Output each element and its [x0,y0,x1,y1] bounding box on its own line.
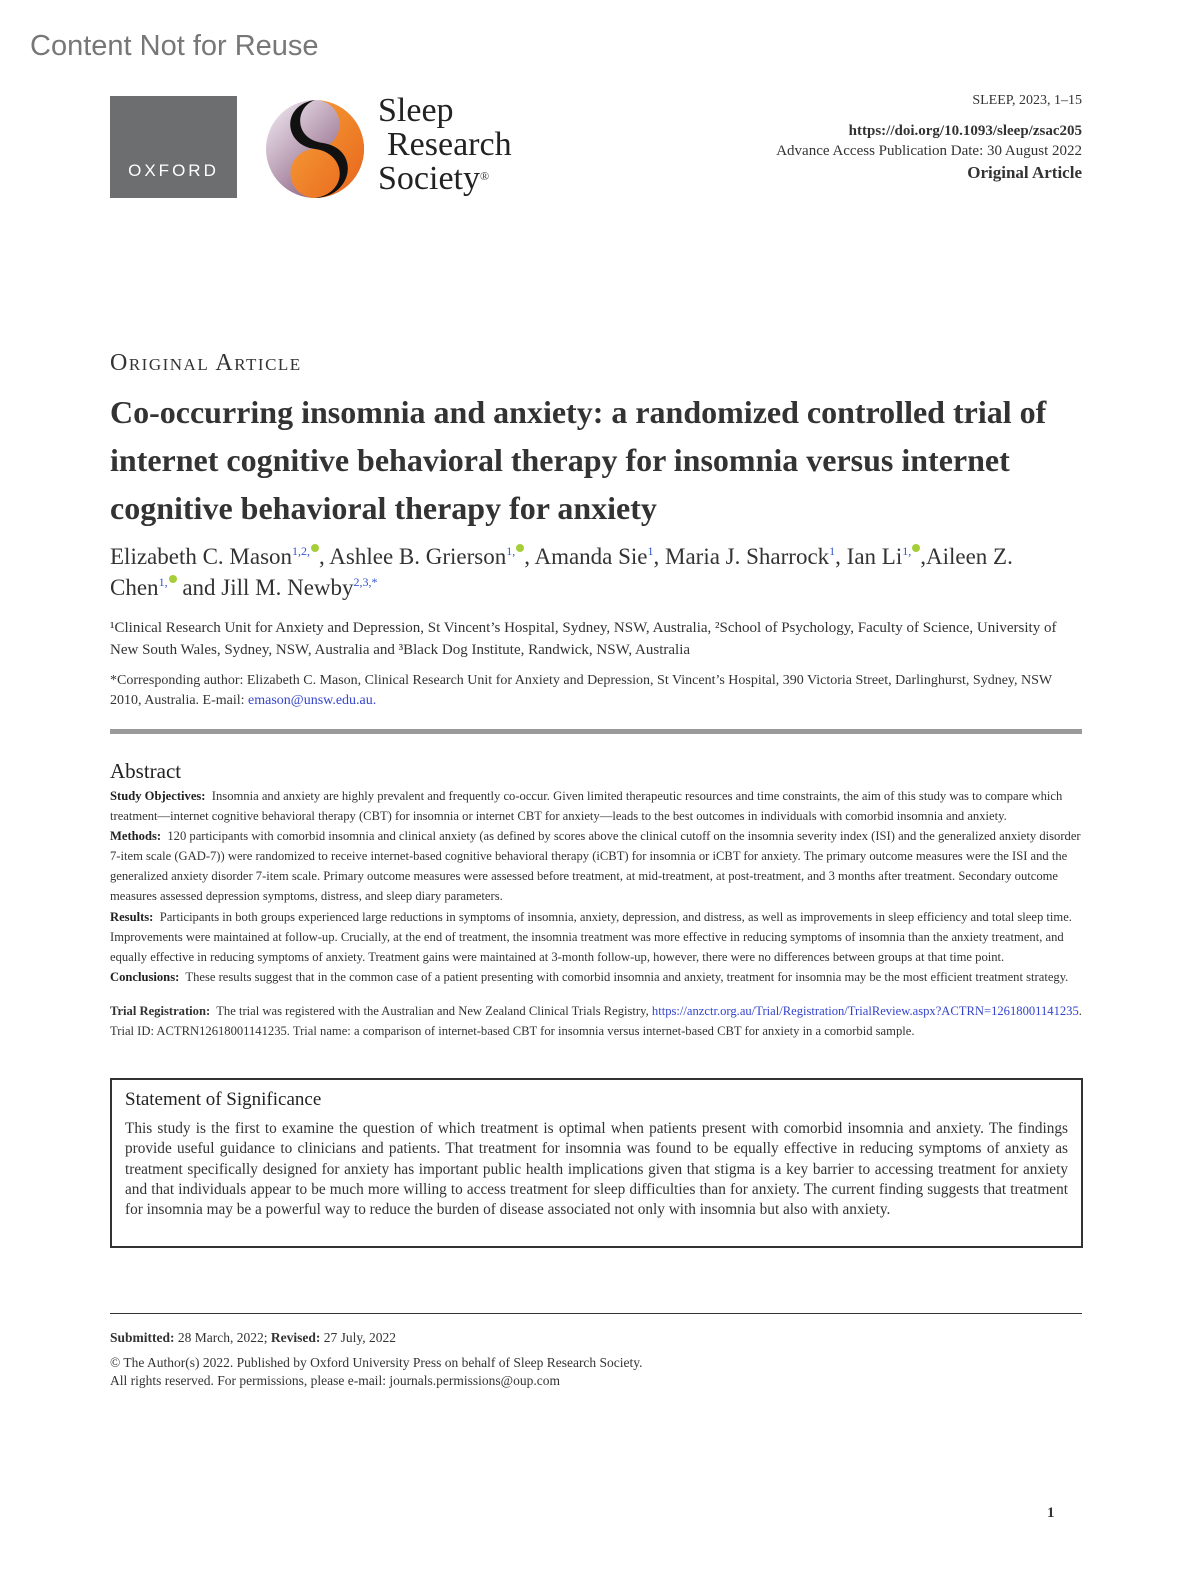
srs-word: Society [378,160,480,197]
srs-logo-text [378,94,512,196]
copyright: © The Author(s) 2022. Published by Oxford University Press on behalf of Sleep Research Society. [110,1355,643,1371]
author-affiliation-sup: 1 [829,544,836,558]
trial-text: The trial was registered with the Australian and New Zealand Clinical Trials Registry, [216,1003,652,1018]
author-affiliation-sup: 1,2, [292,544,311,558]
article-type: Original Article [967,163,1082,182]
section-label: Methods: [110,829,162,844]
section-text: Insomnia and anxiety are highly prevalent and frequently co-occur. Given limited therapeutic resources and time constraints, the aim of this study was to compare which treatment—internet cognitive behavioral therapy (CBT) for insomnia or internet CBT for anxiety—leads to the best outcomes in individuals with comorbid insomnia and anxiety. [110,789,1063,824]
author-separator: , [835,544,847,569]
section-text: Participants in both groups experienced large reductions in symptoms of insomnia, anxiety, depression, and distress, as well as improvements in sleep efficiency and total sleep time. Improvements were maintained at follow-up. Crucially, at the end of treatment, the insomnia treatment was more effective in reducing symptoms of insomnia than the anxiety treatment, and equally effective in reducing symptoms of anxiety. Treatment gains were maintained at 3-month follow-up, however, there were no differences between groups at that time point. [110,909,1072,964]
abstract-section [110,907,1085,967]
trial-link[interactable]: https://anzctr.org.au/Trial/Registration/TrialReview.aspx?ACTRN=12618001141235 [651,1003,1079,1018]
author-name: Aileen Z. Chen [110,544,1013,600]
email-link[interactable]: emason@unsw.edu.au. [248,693,377,708]
abstract-section [110,826,1085,906]
abstract-section [110,786,1085,826]
section-label: Results: [110,909,154,924]
abstract-heading: Abstract [110,759,182,783]
author-separator: and [176,575,222,600]
revised-label: Revised: [270,1330,321,1346]
submitted-label: Submitted: [110,1330,175,1346]
submitted-date: 28 March, 2022; [174,1330,271,1346]
article-kicker: Original Article [110,350,302,376]
author-affiliation-sup: 1, [158,575,168,589]
srs-word: Sleep [378,92,454,129]
significance-text: This study is the first to examine the question of which treatment is optimal when patients present with comorbid insomnia and anxiety. The findings provide useful guidance to clinicians and patients. That treatment for insomnia was found to be equally effective in reducing symptoms of anxiety as treatment specifically designed for anxiety has important public health implications given that stigma is a key barrier to accessing treatment for anxiety and that individuals appear to be much more willing to access treatment for sleep difficulties than for anxiety. The current finding suggests that treatment for insomnia may be a powerful way to reduce the burden of disease associated not only with insomnia but also with anxiety. [125,1120,1068,1218]
abstract-section [110,967,1085,987]
oxford-logo [110,96,237,198]
author-name: Elizabeth C. Mason [110,544,293,569]
author-affiliation-sup: 1, [902,544,912,558]
orcid-icon[interactable] [169,575,177,583]
section-label: Conclusions: [110,969,180,984]
author-list [110,541,1070,603]
trial-label: Trial Registration: [110,1003,211,1018]
trial-text: . Trial ID: ACTRN12618001141235. Trial name: a comparison of internet-based CBT for insomnia versus internet-based CBT for anxiety in a comorbid sample. [110,1003,1082,1039]
section-label: Study Objectives: [110,789,206,803]
watermark: Content Not for Reuse [30,30,319,62]
author-affiliation-sup: 1, [506,544,516,558]
author-name: Maria J. Sharrock [665,544,830,569]
affiliations: ¹Clinical Research Unit for Anxiety and Depression, St Vincent’s Hospital, Sydney, NSW, Australia, ²School of Psychology, Faculty of Science, University of New South Wales, Sydney, NSW, Australia and ³Black Dog Institute, Randwick, NSW, Australia [110,620,1057,658]
significance-box [110,1078,1083,1248]
author-name: Amanda Sie [534,544,648,569]
author-name: Jill M. Newby [221,575,354,600]
article-title: Co-occurring insomnia and anxiety: a randomized controlled trial of internet cognitive behavioral therapy for insomnia versus internet cognitive behavioral therapy for anxiety [110,394,1047,526]
section-text: These results suggest that in the common case of a patient presenting with comorbid insomnia and anxiety, treatment for insomnia may be the most efficient treatment strategy. [185,969,1069,984]
page-number: 1 [1047,1505,1055,1521]
footer-notes [110,1329,1085,1390]
author-separator: , [319,544,330,569]
doi-link[interactable]: https://doi.org/10.1093/sleep/zsac205 [848,123,1082,139]
article-front-matter [110,348,1085,1510]
author-separator: , [920,544,926,569]
author-affiliation-sup: 1 [647,544,654,558]
oxford-logo-text: OXFORD [128,161,219,180]
submission-dates [110,1329,1085,1347]
author-separator: , [524,544,535,569]
orcid-icon[interactable] [311,544,319,552]
advance-access-date: Advance Access Publication Date: 30 August 2022 [776,143,1082,159]
abstract-body [110,786,1085,987]
author-separator: , [653,544,666,569]
corresponding-author [110,671,1085,711]
author-affiliation-sup: 2,3,* [353,575,378,589]
significance-heading: Statement of Significance [125,1089,322,1111]
trial-registration [110,1001,1085,1041]
author-name: Ian Li [846,544,903,569]
journal-citation: SLEEP, 2023, 1–15 [972,93,1082,108]
srs-logo-icon [263,97,367,201]
divider [110,729,1082,734]
corresponding-text: *Corresponding author: Elizabeth C. Mason, Clinical Research Unit for Anxiety and Depression, St Vincent’s Hospital, 390 Victoria Street, Darlinghurst, Sydney, NSW 2010, Australia. E-mail: [110,673,1052,708]
srs-word: Research [387,126,512,163]
footer-divider [110,1313,1082,1314]
section-text: 120 participants with comorbid insomnia and clinical anxiety (as defined by scores above the clinical cutoff on the insomnia severity index (ISI) and the generalized anxiety disorder 7-item scale (GAD-7)) were randomized to receive internet-based cognitive behavioral therapy (iCBT) for insomnia or iCBT for anxiety. The primary outcome measures were the ISI and the generalized anxiety disorder 7-item scale. Primary outcome measures were assessed before treatment, at mid-treatment, at post-treatment, and 3 months after treatment. Secondary outcome measures assessed depression symptoms, distress, and sleep diary parameters. [110,829,1081,904]
registered-mark: ® [479,169,490,183]
author-name: Ashlee B. Grierson [329,544,507,569]
rights: All rights reserved. For permissions, please e-mail: journals.permissions@oup.com [110,1373,560,1389]
revised-date: 27 July, 2022 [320,1330,397,1346]
